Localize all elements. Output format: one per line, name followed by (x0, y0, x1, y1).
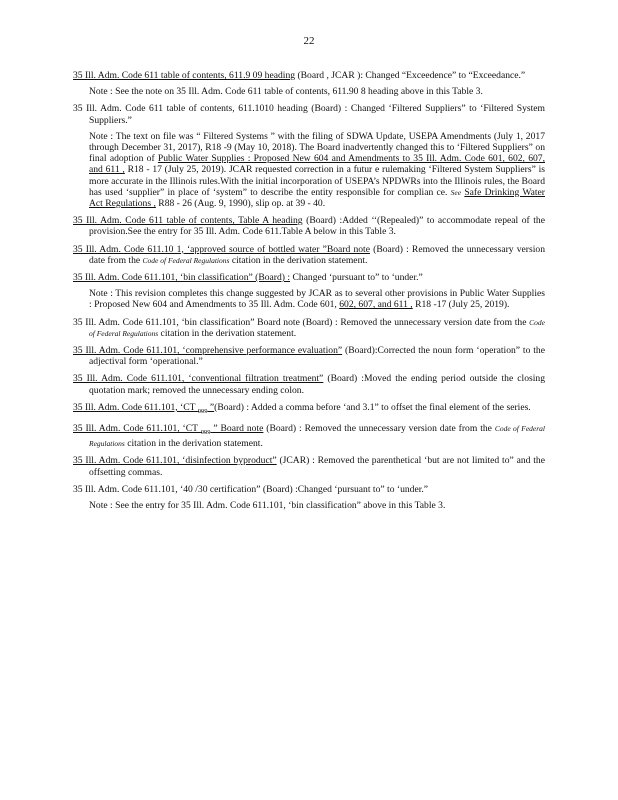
citation-link-text: 35 Ill. Adm. Code 611.101, ‘CT (73, 422, 201, 434)
subscript: 999 (197, 407, 208, 415)
citation (73, 345, 545, 367)
page-number: 22 (303, 35, 315, 47)
note-reference: Safe Drinking Water Act Regulations , (89, 186, 545, 210)
note-reference: Public Water Supplies : Proposed New 604 and Amendments to 35 Ill. Adm. Code 601, 602, 607, and 611 , (89, 153, 545, 176)
subscript: 999 (200, 428, 211, 436)
citation-italic: Code of Federal Regulations (89, 317, 545, 338)
citation: 35 Ill. Adm. Code 611.101, ‘40 /30 certification” (Board) :Changed ‘pursuant to” to ‘under.” (73, 483, 429, 495)
citation-text: (Board) : Added a comma before ‘and 3.1” to offset the final element of the series. (214, 401, 531, 413)
citation (73, 70, 545, 81)
note (89, 131, 545, 209)
citation-link: 35 Ill. Adm. Code 611.101, ‘disinfection byproduct” (73, 455, 277, 467)
citation (73, 373, 545, 395)
citation (73, 423, 545, 449)
note-text: R18 - 17 (July 25, 2019). JCAR requested correction in a futur e rulemaking ‘Filtered System Suppliers” is more accurate in the Illinois rules.With the initial incorporation of USEPA’s NPDWRs into the Illinois rules, the Board has used ‘supplier” in place of ‘system” to describe the entity responsible for complian ce. (89, 164, 545, 198)
citation-link: 35 Ill. Adm. Code 611.10 1, ‘approved source of bottled water ”Board note (73, 243, 370, 255)
citation: 35 Ill. Adm. Code 611 table of contents, 611.1010 heading (Board) : Changed ‘Filtered Suppliers” to ‘Filtered System Suppliers.” (73, 103, 545, 126)
citation (73, 215, 545, 237)
citation-link: 35 Ill. Adm. Code 611.101, ‘conventional filtration treatment” (73, 373, 324, 385)
citation (73, 244, 545, 266)
entry-611-101-ct-999-note (73, 423, 545, 449)
amendments-table-entries (73, 70, 545, 517)
entry-611-101-40-30-certification (73, 484, 545, 511)
entry-611-909-heading (73, 70, 545, 97)
citation-text: (Board) : Removed the unnecessary version date from the (263, 422, 495, 434)
citation-text: (Board) :Moved the ending period outside the closing quotation mark; removed the unnecessary ending colon. (89, 373, 546, 396)
citation-link: 35 Ill. Adm. Code 611 table of contents, Table A heading (73, 215, 303, 227)
entry-611-1010-heading (73, 103, 545, 209)
entry-611-101-comprehensive-performance (73, 345, 545, 367)
note-text: R18 -17 (July 25, 2019). (412, 299, 510, 311)
citation-text: (JCAR) : Removed the parenthetical ‘but are not limited to” and the offsetting commas. (89, 455, 545, 478)
citation-link-text: 35 Ill. Adm. Code 611.101, ‘CT (73, 401, 198, 413)
note-text: R88 - 26 (Aug. 9, 1990), slip op. at 39 - 40. (155, 198, 326, 210)
citation (73, 402, 545, 417)
entry-table-a-heading (73, 215, 545, 237)
citation-text: 35 Ill. Adm. Code 611.101, ‘bin classification” Board note (Board) : Removed the unnecessary version date from the (73, 316, 530, 328)
citation-italic: Code of Federal Regulations (142, 255, 230, 265)
entry-611-101-bottled-water (73, 244, 545, 266)
citation-link-text: ” Board note (210, 422, 264, 434)
citation-link: 35 Ill. Adm. Code 611.101, ‘comprehensive performance evaluation” (73, 345, 343, 357)
citation-text: (Board) :Added ‘‘(Repealed)” to accommodate repeal of the provision.See the entry for 35 Ill. Adm. Code 611.Table A below in this Table 3. (89, 215, 545, 238)
entry-611-101-ct-999 (73, 402, 545, 417)
citation (73, 272, 545, 283)
note-text: Note : The text on file was “ Filtered Systems ” with the filing of SDWA Update, USEPA Amendments (July 1, 2017 through December 31, 2017), R18 -9 (May 10, 2018). The Board inadvertently changed this to ‘Filtered Suppliers” on final adoption of (89, 130, 545, 165)
note (89, 288, 545, 310)
note-reference: 602, 607, and 611 , (339, 299, 413, 311)
entry-611-101-bin-classification-note (73, 317, 545, 339)
citation-link (73, 423, 263, 434)
note: Note : See the note on 35 Ill. Adm. Code 611 table of contents, 611.90 8 heading above in this Table 3. (89, 86, 483, 98)
citation-italic: Code of Federal Regulations (89, 423, 545, 449)
entry-611-101-conventional-filtration (73, 373, 545, 395)
citation-text: (Board):Corrected the noun form ‘operation” to the adjectival form ‘operational.” (89, 345, 545, 368)
note-signal: See (450, 187, 462, 197)
citation (73, 317, 545, 339)
citation-text: citation in the derivation statement. (158, 327, 297, 339)
citation-text: (Board , JCAR ): Changed “Exceedence” to “Exceedance.” (295, 70, 526, 81)
citation-link: 35 Ill. Adm. Code 611.101, ‘bin classification” (Board) : (73, 272, 291, 284)
entry-611-101-bin-classification (73, 272, 545, 311)
citation-text: citation in the derivation statement. (124, 438, 263, 450)
citation-text: citation in the derivation statement. (229, 254, 368, 266)
citation-link: 35 Ill. Adm. Code 611 table of contents, 611.9 09 heading (73, 70, 296, 81)
note: Note : See the entry for 35 Ill. Adm. Code 611.101, ‘bin classification” above in this Table 3. (89, 499, 446, 511)
citation-link-text: ” (207, 401, 215, 413)
citation-link (73, 402, 214, 413)
citation-text: (Board) : Removed the unnecessary version date from the (89, 243, 545, 266)
entry-611-101-disinfection-byproduct (73, 455, 545, 477)
citation (73, 455, 545, 477)
note-text: Note : This revision completes this change suggested by JCAR as to several other provisions in Public Water Supplies : Proposed New 604 and Amendments to 35 Ill. Adm. Code 601, (89, 288, 545, 311)
citation-text: Changed ‘pursuant to” to ‘under.” (290, 272, 423, 284)
